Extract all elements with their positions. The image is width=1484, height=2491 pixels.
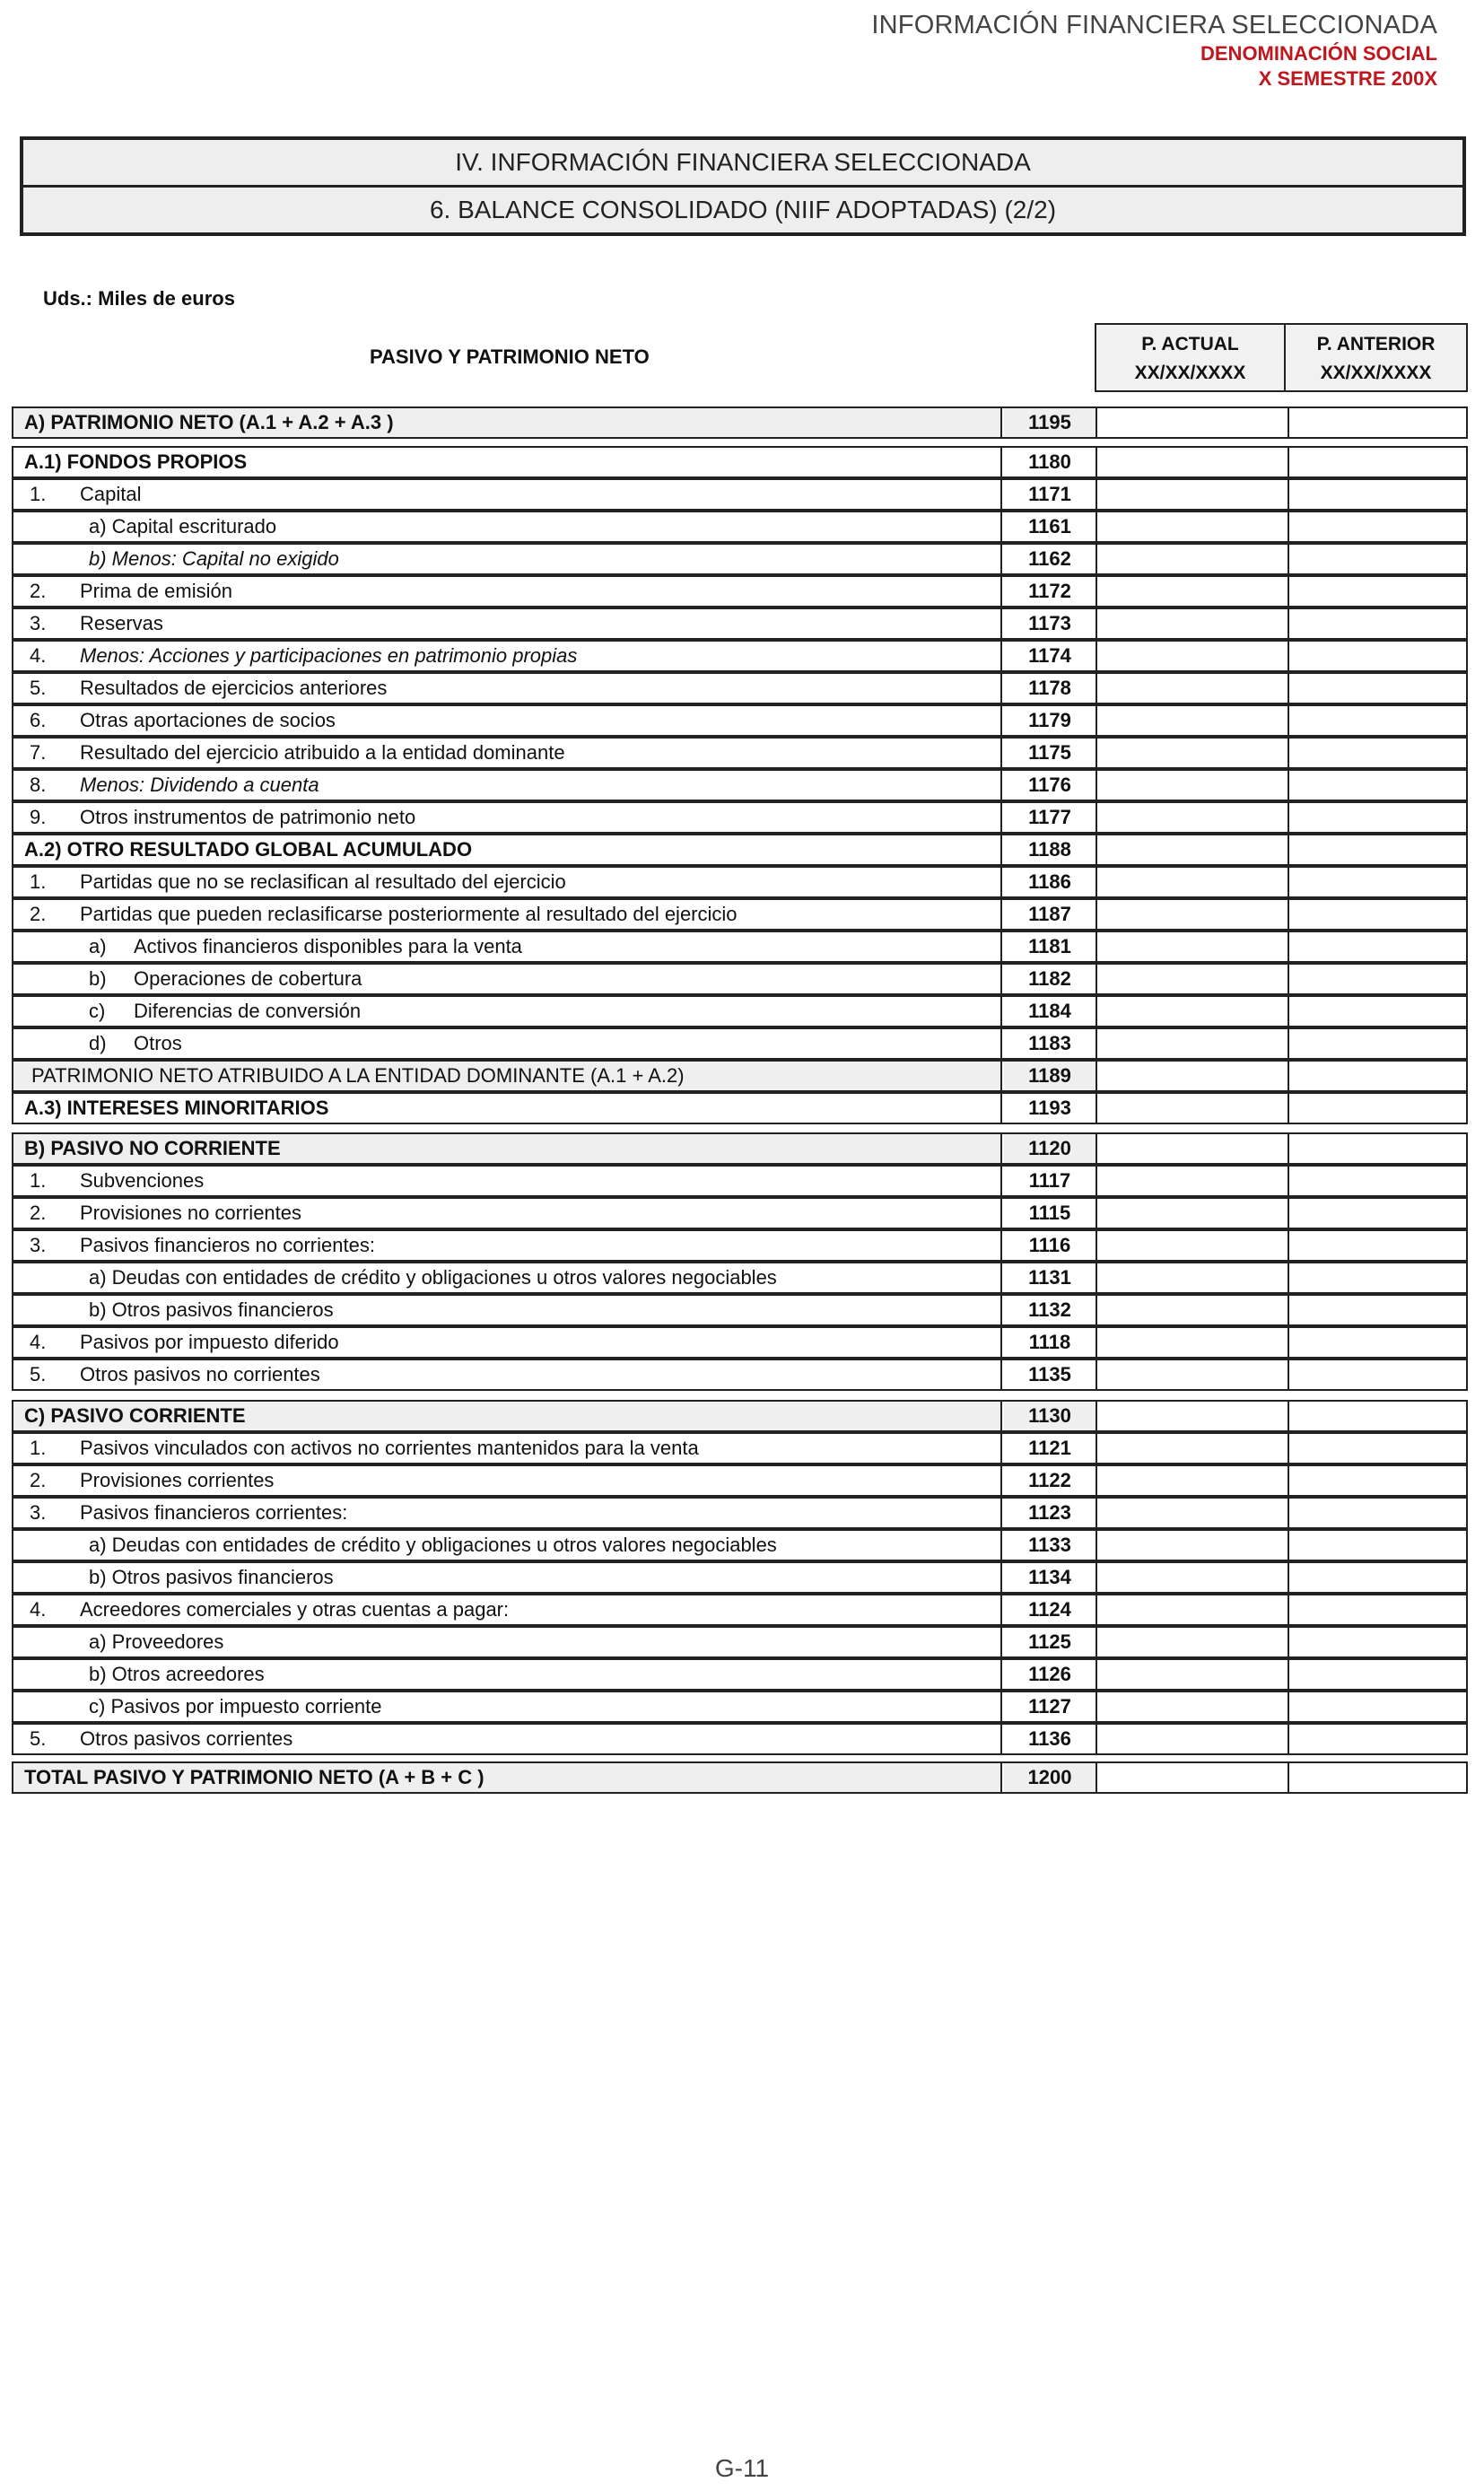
- row-number: a): [89, 935, 107, 957]
- row-number: 1.: [30, 1169, 47, 1192]
- value-current-cell[interactable]: [1096, 1094, 1289, 1123]
- row-number: 5.: [30, 677, 47, 699]
- row-number: 8.: [30, 774, 47, 796]
- units-label: Uds.: Miles de euros: [43, 287, 235, 310]
- row-code: 1135: [1028, 1363, 1071, 1385]
- row-code: 1179: [1028, 709, 1071, 731]
- row-number: b): [89, 967, 107, 990]
- table-row: [12, 511, 1468, 543]
- title-line-1: IV. INFORMACIÓN FINANCIERA SELECCIONADA: [455, 148, 1031, 176]
- value-current-cell[interactable]: [1096, 1199, 1289, 1228]
- table-row: [12, 1132, 1468, 1165]
- table-row: [12, 1561, 1468, 1594]
- row-code: 1134: [1028, 1566, 1071, 1588]
- value-current-cell[interactable]: [1096, 642, 1289, 670]
- table-row: [12, 737, 1468, 769]
- value-previous-cell[interactable]: [1288, 1167, 1468, 1195]
- row-text: Provisiones corrientes: [80, 1469, 275, 1491]
- value-previous-cell[interactable]: [1288, 835, 1468, 864]
- value-current-cell[interactable]: [1096, 1692, 1289, 1721]
- row-code: 1131: [1028, 1266, 1071, 1289]
- row-code: 1178: [1028, 677, 1071, 699]
- row-code: 1125: [1028, 1630, 1071, 1653]
- value-current-cell[interactable]: [1096, 512, 1289, 541]
- row-number: 1.: [30, 870, 47, 893]
- row-code: 1187: [1028, 903, 1071, 925]
- row-number: 9.: [30, 806, 47, 828]
- row-code: 1132: [1028, 1298, 1071, 1321]
- value-current-cell[interactable]: [1096, 577, 1289, 606]
- row-code: 1189: [1004, 1062, 1096, 1090]
- row-label: [13, 1660, 1002, 1689]
- row-number: 1.: [30, 1437, 47, 1459]
- row-code: 1133: [1028, 1534, 1071, 1556]
- value-previous-cell[interactable]: [1288, 739, 1468, 767]
- value-previous-cell[interactable]: [1288, 1094, 1468, 1123]
- table-row: [12, 1400, 1468, 1432]
- value-previous-cell[interactable]: [1288, 1062, 1468, 1090]
- value-current-cell[interactable]: [1096, 1763, 1289, 1792]
- table-row: [12, 1529, 1468, 1561]
- row-number: 5.: [30, 1727, 47, 1750]
- row-text: a) Proveedores: [89, 1630, 224, 1653]
- row-text: C) PASIVO CORRIENTE: [24, 1404, 246, 1427]
- column-previous-date: XX/XX/XXXX: [1320, 363, 1432, 383]
- row-label: [13, 900, 1002, 929]
- row-text: Partidas que no se reclasifican al resultado del ejercicio: [80, 870, 566, 893]
- row-label: [13, 609, 1002, 638]
- row-text: Otras aportaciones de socios: [80, 709, 336, 731]
- value-previous-cell[interactable]: [1288, 1499, 1468, 1527]
- row-label: [13, 771, 1002, 800]
- value-current-cell[interactable]: [1096, 1402, 1289, 1430]
- table-row: [12, 1165, 1468, 1197]
- header-title: INFORMACIÓN FINANCIERA SELECCIONADA: [871, 11, 1437, 39]
- row-code: 1193: [1028, 1097, 1071, 1119]
- value-current-cell[interactable]: [1096, 1296, 1289, 1324]
- value-current-cell[interactable]: [1096, 674, 1289, 703]
- table-row: [12, 931, 1468, 963]
- row-code: 1130: [1004, 1402, 1096, 1430]
- value-previous-cell[interactable]: [1288, 965, 1468, 993]
- row-label: [13, 932, 1002, 961]
- value-current-cell[interactable]: [1096, 609, 1289, 638]
- row-label: [13, 448, 1002, 476]
- row-code: 1182: [1028, 967, 1071, 990]
- value-previous-cell[interactable]: [1288, 1692, 1468, 1721]
- value-current-cell[interactable]: [1096, 997, 1289, 1026]
- row-label: [13, 1167, 1002, 1195]
- row-code: 1174: [1028, 644, 1071, 667]
- row-label: [13, 1725, 1002, 1753]
- row-number: 2.: [30, 1469, 47, 1491]
- value-current-cell[interactable]: [1096, 1531, 1289, 1560]
- row-number: 2.: [30, 580, 47, 602]
- row-text: Otros: [134, 1032, 182, 1054]
- value-current-cell[interactable]: [1096, 1029, 1289, 1058]
- value-previous-cell[interactable]: [1288, 1029, 1468, 1058]
- row-number: 3.: [30, 1234, 47, 1256]
- row-code: 1115: [1028, 1202, 1071, 1224]
- row-code: 1200: [1004, 1763, 1096, 1792]
- row-number: 4.: [30, 644, 47, 667]
- value-current-cell[interactable]: [1096, 1563, 1289, 1592]
- row-text: PATRIMONIO NETO ATRIBUIDO A LA ENTIDAD DOMINANTE (A.1 + A.2): [31, 1064, 685, 1087]
- row-text: Otros instrumentos de patrimonio neto: [80, 806, 416, 828]
- row-code: 1171: [1028, 483, 1071, 505]
- table-row: [12, 1027, 1468, 1060]
- row-label: [13, 1692, 1002, 1721]
- value-previous-cell[interactable]: [1288, 545, 1468, 573]
- row-text: Menos: Acciones y participaciones en patrimonio propias: [80, 644, 578, 667]
- row-label: [13, 480, 1002, 509]
- row-number: d): [89, 1032, 107, 1054]
- table-row: [12, 1691, 1468, 1723]
- row-text: A) PATRIMONIO NETO (A.1 + A.2 + A.3 ): [24, 411, 394, 433]
- row-text: Resultados de ejercicios anteriores: [80, 677, 388, 699]
- table-row: [12, 1326, 1468, 1359]
- value-current-cell[interactable]: [1096, 1263, 1289, 1292]
- value-previous-cell[interactable]: [1288, 674, 1468, 703]
- value-previous-cell[interactable]: [1288, 997, 1468, 1026]
- table-row: [12, 1432, 1468, 1464]
- row-text: A.1) FONDOS PROPIOS: [24, 450, 248, 473]
- row-label: [13, 1231, 1002, 1260]
- value-previous-cell[interactable]: [1288, 868, 1468, 896]
- value-previous-cell[interactable]: [1288, 706, 1468, 735]
- row-number: 2.: [30, 1202, 47, 1224]
- row-label: [13, 997, 1002, 1026]
- value-previous-cell[interactable]: [1288, 512, 1468, 541]
- row-number: 3.: [30, 1501, 47, 1524]
- page-number: G-11: [714, 2454, 770, 2482]
- value-previous-cell[interactable]: [1288, 1134, 1468, 1163]
- row-number: 4.: [30, 1331, 47, 1353]
- row-label: [13, 1402, 1002, 1430]
- row-text: Otros pasivos corrientes: [80, 1727, 293, 1750]
- value-previous-cell[interactable]: [1288, 932, 1468, 961]
- row-label: [13, 1531, 1002, 1560]
- section-label: PASIVO Y PATRIMONIO NETO: [370, 345, 650, 368]
- value-current-cell[interactable]: [1096, 706, 1289, 735]
- table-row: [12, 446, 1468, 478]
- row-text: b) Otros pasivos financieros: [89, 1298, 334, 1321]
- table-row: [12, 1626, 1468, 1658]
- value-previous-cell[interactable]: [1288, 900, 1468, 929]
- value-current-cell[interactable]: [1096, 739, 1289, 767]
- value-previous-cell[interactable]: [1288, 480, 1468, 509]
- column-current-label: P. ACTUAL: [1141, 334, 1239, 354]
- value-current-cell[interactable]: [1096, 1499, 1289, 1527]
- row-label: [13, 739, 1002, 767]
- value-previous-cell[interactable]: [1288, 1466, 1468, 1495]
- row-code: 1161: [1028, 515, 1071, 538]
- row-code: 1123: [1028, 1501, 1071, 1524]
- value-previous-cell[interactable]: [1288, 1628, 1468, 1656]
- row-text: a) Deudas con entidades de crédito y obligaciones u otros valores negociables: [89, 1266, 777, 1289]
- row-text: Pasivos vinculados con activos no corrientes mantenidos para la venta: [80, 1437, 699, 1459]
- table-row: [12, 898, 1468, 931]
- row-code: 1183: [1028, 1032, 1071, 1054]
- period-label: X SEMESTRE 200X: [1258, 67, 1437, 90]
- row-number: 2.: [30, 903, 47, 925]
- table-row: [12, 1497, 1468, 1529]
- row-label: [13, 803, 1002, 832]
- column-header-previous: [1284, 323, 1468, 392]
- value-current-cell[interactable]: [1096, 1231, 1289, 1260]
- row-number: 4.: [30, 1598, 47, 1621]
- row-label: [13, 1628, 1002, 1656]
- column-current-date: XX/XX/XXXX: [1134, 363, 1246, 383]
- row-text: Provisiones no corrientes: [80, 1202, 302, 1224]
- value-previous-cell[interactable]: [1288, 771, 1468, 800]
- value-previous-cell[interactable]: [1288, 448, 1468, 476]
- row-code: 1136: [1028, 1727, 1071, 1750]
- table-row: [12, 704, 1468, 737]
- value-current-cell[interactable]: [1096, 835, 1289, 864]
- row-code: 1117: [1028, 1169, 1071, 1192]
- row-code: 1175: [1028, 741, 1071, 764]
- row-text: Otros pasivos no corrientes: [80, 1363, 320, 1385]
- value-current-cell[interactable]: [1096, 480, 1289, 509]
- row-label: [13, 674, 1002, 703]
- row-code: 1126: [1028, 1663, 1071, 1685]
- row-text: Acreedores comerciales y otras cuentas a pagar:: [80, 1598, 510, 1621]
- row-text: a) Deudas con entidades de crédito y obligaciones u otros valores negociables: [89, 1534, 777, 1556]
- value-previous-cell[interactable]: [1288, 1296, 1468, 1324]
- value-current-cell[interactable]: [1096, 1725, 1289, 1753]
- row-text: b) Otros pasivos financieros: [89, 1566, 334, 1588]
- row-text: Pasivos financieros corrientes:: [80, 1501, 348, 1524]
- row-label: [13, 1763, 1002, 1792]
- table-row: [12, 478, 1468, 511]
- table-row: [12, 1464, 1468, 1497]
- row-label: [13, 545, 1002, 573]
- row-code: 1184: [1028, 1000, 1071, 1022]
- value-previous-cell[interactable]: [1288, 1563, 1468, 1592]
- value-previous-cell[interactable]: [1288, 1360, 1468, 1389]
- row-code: 1181: [1028, 935, 1071, 957]
- row-text: Menos: Dividendo a cuenta: [80, 774, 319, 796]
- row-label: [13, 835, 1002, 864]
- value-previous-cell[interactable]: [1288, 1328, 1468, 1357]
- value-previous-cell[interactable]: [1288, 408, 1468, 437]
- row-label: [13, 1499, 1002, 1527]
- row-text: Pasivos financieros no corrientes:: [80, 1234, 375, 1256]
- value-previous-cell[interactable]: [1288, 642, 1468, 670]
- row-code: 1162: [1028, 547, 1071, 570]
- row-number: c): [89, 1000, 106, 1022]
- value-current-cell[interactable]: [1096, 408, 1289, 437]
- table-row: [12, 640, 1468, 672]
- value-current-cell[interactable]: [1096, 1167, 1289, 1195]
- value-previous-cell[interactable]: [1288, 1231, 1468, 1260]
- table-row: [12, 1723, 1468, 1755]
- row-number: 3.: [30, 612, 47, 634]
- value-previous-cell[interactable]: [1288, 1402, 1468, 1430]
- row-label: [13, 965, 1002, 993]
- row-number: 6.: [30, 709, 47, 731]
- row-label: [13, 1328, 1002, 1357]
- row-label: [13, 706, 1002, 735]
- row-label: [13, 1134, 1002, 1163]
- row-text: Capital: [80, 483, 142, 505]
- row-code: 1124: [1028, 1598, 1071, 1621]
- table-row: [12, 1294, 1468, 1326]
- table-row: [12, 801, 1468, 834]
- value-previous-cell[interactable]: [1288, 1763, 1468, 1792]
- value-current-cell[interactable]: [1096, 1595, 1289, 1624]
- row-code: 1122: [1028, 1469, 1071, 1491]
- page-header: [871, 9, 1437, 92]
- table-row: [12, 672, 1468, 704]
- table-row: [12, 575, 1468, 607]
- table-row: [12, 834, 1468, 866]
- value-current-cell[interactable]: [1096, 1328, 1289, 1357]
- value-previous-cell[interactable]: [1288, 803, 1468, 832]
- column-previous-label: P. ANTERIOR: [1316, 334, 1436, 354]
- value-current-cell[interactable]: [1096, 1360, 1289, 1389]
- row-label: [13, 408, 1002, 437]
- value-previous-cell[interactable]: [1288, 1531, 1468, 1560]
- row-text: b) Menos: Capital no exigido: [89, 547, 339, 570]
- value-current-cell[interactable]: [1096, 965, 1289, 993]
- company-name: DENOMINACIÓN SOCIAL: [1200, 42, 1437, 65]
- row-text: c) Pasivos por impuesto corriente: [89, 1695, 382, 1717]
- row-code: 1127: [1028, 1695, 1071, 1717]
- value-current-cell[interactable]: [1096, 900, 1289, 929]
- row-code: 1172: [1028, 580, 1071, 602]
- row-code: 1177: [1028, 806, 1071, 828]
- row-code: 1180: [1028, 450, 1071, 473]
- table-row: [12, 1197, 1468, 1229]
- value-current-cell[interactable]: [1096, 1628, 1289, 1656]
- value-current-cell[interactable]: [1096, 545, 1289, 573]
- row-text: b) Otros acreedores: [89, 1663, 265, 1685]
- table-row: [12, 995, 1468, 1027]
- row-label: [13, 512, 1002, 541]
- table-row: [12, 1359, 1468, 1391]
- row-code: 1173: [1028, 612, 1071, 634]
- row-text: a) Capital escriturado: [89, 515, 277, 538]
- row-label: [13, 577, 1002, 606]
- row-label: [13, 1466, 1002, 1495]
- row-text: TOTAL PASIVO Y PATRIMONIO NETO (A + B + C ): [24, 1766, 484, 1788]
- row-label: [13, 1434, 1002, 1463]
- row-text: Prima de emisión: [80, 580, 232, 602]
- value-current-cell[interactable]: [1096, 1434, 1289, 1463]
- column-header-current: [1095, 323, 1286, 392]
- row-label: [13, 1563, 1002, 1592]
- row-code: 1188: [1028, 838, 1071, 861]
- row-label: [13, 1029, 1002, 1058]
- row-label: [13, 1263, 1002, 1292]
- value-previous-cell[interactable]: [1288, 1595, 1468, 1624]
- row-text: Operaciones de cobertura: [134, 967, 362, 990]
- value-current-cell[interactable]: [1096, 1062, 1289, 1090]
- value-previous-cell[interactable]: [1288, 577, 1468, 606]
- table-row: [12, 1658, 1468, 1691]
- row-text: Reservas: [80, 612, 163, 634]
- row-text: Resultado del ejercicio atribuido a la entidad dominante: [80, 741, 565, 764]
- row-label: [13, 1595, 1002, 1624]
- row-number: 7.: [30, 741, 47, 764]
- row-code: 1120: [1004, 1134, 1096, 1163]
- table-row: [12, 1761, 1468, 1794]
- table-row: [12, 963, 1468, 995]
- table-row: [12, 1060, 1468, 1092]
- table-row: [12, 769, 1468, 801]
- row-text: A.2) OTRO RESULTADO GLOBAL ACUMULADO: [24, 838, 473, 861]
- row-number: 1.: [30, 483, 47, 505]
- row-label: [13, 1062, 1002, 1090]
- value-current-cell[interactable]: [1096, 932, 1289, 961]
- table-row: [12, 607, 1468, 640]
- title-box: [20, 136, 1466, 236]
- row-label: [13, 1360, 1002, 1389]
- row-code: 1176: [1028, 774, 1071, 796]
- value-current-cell[interactable]: [1096, 803, 1289, 832]
- value-previous-cell[interactable]: [1288, 1660, 1468, 1689]
- table-row: [12, 406, 1468, 439]
- row-code: 1118: [1028, 1331, 1071, 1353]
- row-code: 1186: [1028, 870, 1071, 893]
- table-row: [12, 1262, 1468, 1294]
- table-row: [12, 1594, 1468, 1626]
- row-text: Diferencias de conversión: [134, 1000, 362, 1022]
- value-previous-cell[interactable]: [1288, 1199, 1468, 1228]
- row-label: [13, 1199, 1002, 1228]
- row-text: Pasivos por impuesto diferido: [80, 1331, 339, 1353]
- value-previous-cell[interactable]: [1288, 1725, 1468, 1753]
- value-current-cell[interactable]: [1096, 1660, 1289, 1689]
- row-text: Subvenciones: [80, 1169, 205, 1192]
- row-code: 1195: [1004, 408, 1096, 437]
- row-text: Partidas que pueden reclasificarse posteriormente al resultado del ejercicio: [80, 903, 738, 925]
- row-text: A.3) INTERESES MINORITARIOS: [24, 1097, 329, 1119]
- row-text: Activos financieros disponibles para la venta: [134, 935, 522, 957]
- row-number: 5.: [30, 1363, 47, 1385]
- table-row: [12, 1092, 1468, 1124]
- row-code: 1121: [1028, 1437, 1071, 1459]
- row-code: 1116: [1028, 1234, 1071, 1256]
- row-label: [13, 642, 1002, 670]
- title-line-2: 6. BALANCE CONSOLIDADO (NIIF ADOPTADAS) (2/2): [23, 185, 1462, 232]
- value-current-cell[interactable]: [1096, 1134, 1289, 1163]
- value-previous-cell[interactable]: [1288, 1434, 1468, 1463]
- row-label: [13, 868, 1002, 896]
- value-current-cell[interactable]: [1096, 448, 1289, 476]
- value-current-cell[interactable]: [1096, 1466, 1289, 1495]
- row-label: [13, 1094, 1002, 1123]
- table-row: [12, 543, 1468, 575]
- row-label: [13, 1296, 1002, 1324]
- row-text: B) PASIVO NO CORRIENTE: [24, 1137, 281, 1159]
- value-current-cell[interactable]: [1096, 771, 1289, 800]
- table-row: [12, 866, 1468, 898]
- value-current-cell[interactable]: [1096, 868, 1289, 896]
- value-previous-cell[interactable]: [1288, 1263, 1468, 1292]
- table-row: [12, 1229, 1468, 1262]
- value-previous-cell[interactable]: [1288, 609, 1468, 638]
